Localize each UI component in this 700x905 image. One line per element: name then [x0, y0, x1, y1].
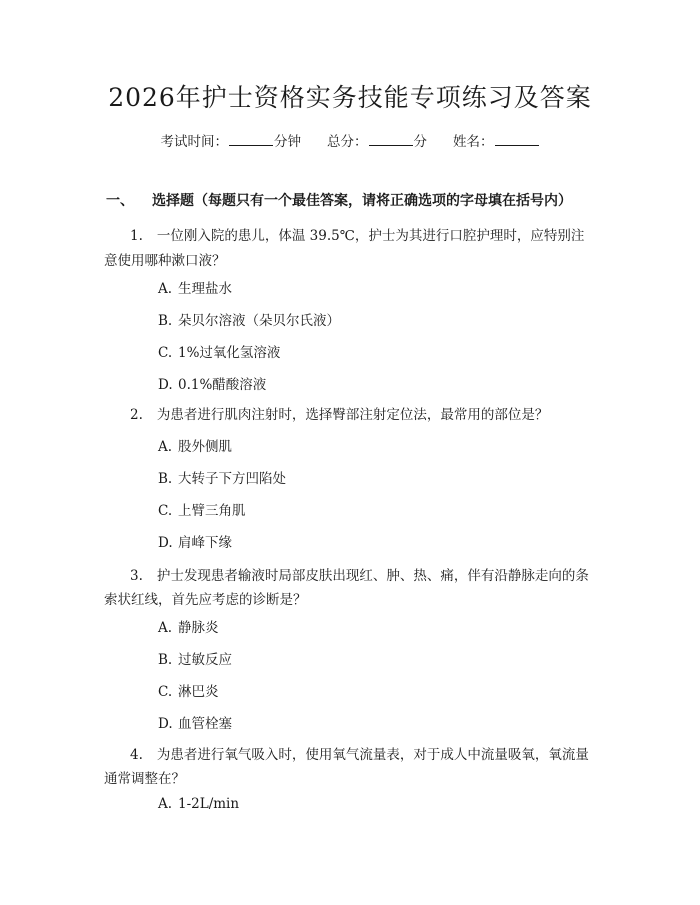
- question-3-option-b: [158, 648, 232, 668]
- section-number: 一、: [106, 193, 134, 209]
- question-3-option-d: [158, 712, 232, 732]
- question-number: 2.: [130, 407, 143, 423]
- question-number: 1.: [130, 228, 143, 244]
- question-number: 4.: [130, 747, 143, 763]
- total-score-field: [327, 130, 427, 150]
- option-letter: A.: [158, 796, 173, 812]
- option-letter: C.: [158, 345, 173, 361]
- option-text: 股外侧肌: [178, 439, 232, 455]
- question-number: 3.: [130, 568, 143, 584]
- option-letter: D.: [158, 716, 173, 732]
- question-2-option-c: [158, 499, 246, 519]
- question-1-option-b: [158, 309, 340, 329]
- option-letter: A.: [158, 620, 173, 636]
- exam-time-label: 考试时间：: [160, 134, 228, 150]
- option-letter: A.: [158, 281, 173, 297]
- question-1-option-a: [158, 277, 232, 297]
- option-letter: B.: [158, 313, 173, 329]
- option-letter: B.: [158, 652, 173, 668]
- question-2-option-a: [158, 435, 232, 455]
- question-3-stem-line1: [130, 564, 589, 584]
- question-text: 为患者进行肌肉注射时，选择臀部注射定位法，最常用的部位是？: [156, 407, 549, 423]
- option-text: 血管栓塞: [178, 716, 232, 732]
- question-4-option-a: [158, 796, 239, 812]
- option-text: 1%过氧化氢溶液: [178, 345, 281, 361]
- option-text: 肩峰下缘: [178, 535, 232, 551]
- question-3-option-c: [158, 680, 219, 700]
- question-1-option-d: [158, 373, 266, 393]
- name-blank: [495, 133, 539, 146]
- name-label: 姓名：: [453, 134, 494, 150]
- exam-time-blank: [229, 133, 273, 146]
- option-letter: B.: [158, 471, 173, 487]
- option-text: 朵贝尔溶液（朵贝尔氏液）: [178, 313, 340, 329]
- question-3-stem-line2: 索状红线，首先应考虑的诊断是？: [104, 592, 307, 608]
- option-text: 生理盐水: [178, 281, 232, 297]
- section-title: 选择题（每题只有一个最佳答案，请将正确选项的字母填在括号内）: [152, 193, 572, 209]
- question-3-option-a: [158, 616, 219, 636]
- section-heading: [106, 190, 572, 210]
- option-letter: C.: [158, 684, 173, 700]
- option-text: 大转子下方凹陷处: [178, 471, 286, 487]
- option-text: 过敏反应: [178, 652, 232, 668]
- question-2-option-b: [158, 467, 286, 487]
- total-score-blank: [369, 133, 413, 146]
- name-field: [453, 130, 540, 150]
- question-4-stem-line1: [130, 743, 589, 763]
- question-text: 一位刚入院的患儿，体温 39.5℃，护士为其进行口腔护理时，应特别注: [156, 228, 585, 244]
- question-text: 护士发现患者输液时局部皮肤出现红、肿、热、痛，伴有沿静脉走向的条: [156, 568, 589, 584]
- option-text: 上臂三角肌: [178, 503, 246, 519]
- question-2-stem-line1: [130, 403, 548, 423]
- option-letter: D.: [158, 535, 173, 551]
- option-letter: A.: [158, 439, 173, 455]
- question-1-stem-line1: [130, 224, 584, 244]
- exam-time-field: [161, 130, 302, 150]
- document-title: 2026年护士资格实务技能专项练习及答案: [108, 83, 592, 112]
- question-2-option-d: [158, 531, 232, 551]
- option-text: 1-2L/min: [178, 796, 240, 812]
- exam-time-unit: 分钟: [274, 134, 301, 150]
- question-text: 为患者进行氧气吸入时，使用氧气流量表，对于成人中流量吸氧，氧流量: [156, 747, 589, 763]
- option-text: 0.1%醋酸溶液: [178, 377, 267, 393]
- option-text: 静脉炎: [178, 620, 219, 636]
- question-4-stem-line2: 通常调整在？: [104, 771, 185, 787]
- option-letter: C.: [158, 503, 173, 519]
- exam-info-row: [0, 130, 700, 150]
- option-letter: D.: [158, 377, 173, 393]
- total-score-label: 总分：: [327, 134, 368, 150]
- option-text: 淋巴炎: [178, 684, 219, 700]
- total-score-unit: 分: [413, 134, 427, 150]
- question-1-stem-line2: 意使用哪种漱口液？: [104, 253, 226, 269]
- question-1-option-c: [158, 341, 280, 361]
